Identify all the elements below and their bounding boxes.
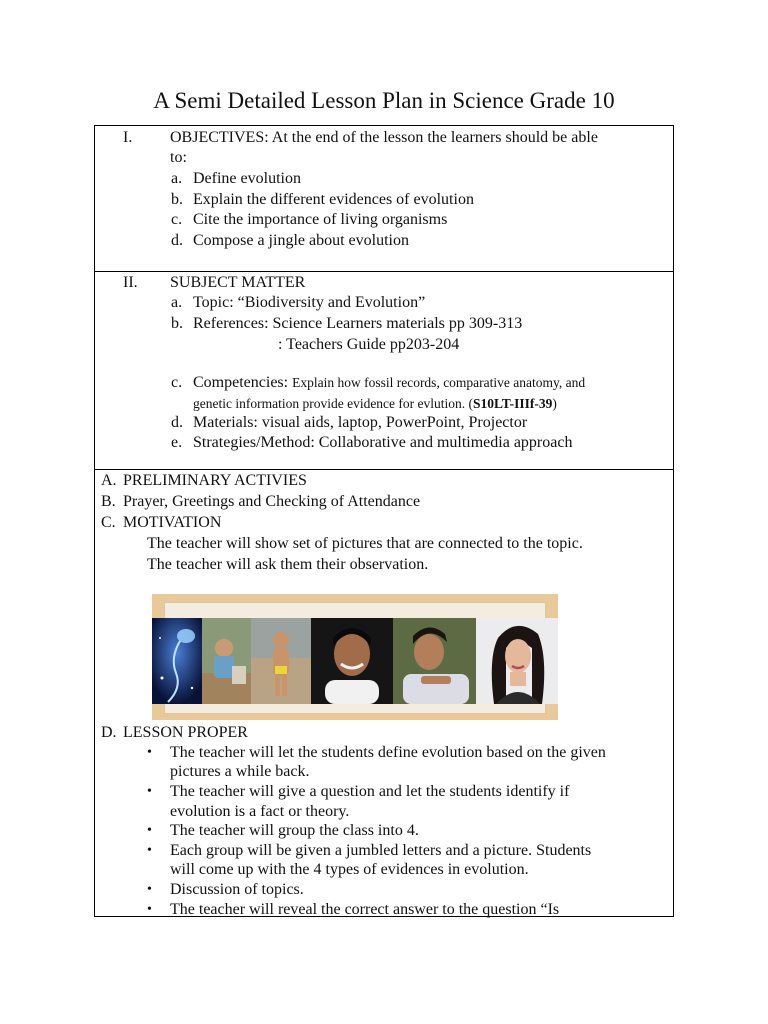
bullet-icon: • <box>147 823 152 838</box>
subject-heading: SUBJECT MATTER <box>170 274 306 291</box>
references-text: References: Science Learners materials pp 309-313 <box>193 315 523 332</box>
bullet-icon: • <box>147 902 152 917</box>
motivation-text: The teacher will show set of pictures that are connected to the topic. <box>147 535 583 552</box>
objective-item: Compose a jingle about evolution <box>193 232 409 249</box>
lesson-step: The teacher will give a question and let the students identify if <box>170 783 570 800</box>
references-marker: b. <box>171 315 183 332</box>
section-marker: C. <box>101 514 116 531</box>
competency-close: ) <box>552 396 557 411</box>
topic-text: Topic: “Biodiversity and Evolution” <box>193 294 426 311</box>
photo-strip <box>152 618 558 704</box>
bullet-icon: • <box>147 745 152 760</box>
section-heading: PRELIMINARY ACTIVIES <box>123 472 307 489</box>
topic-marker: a. <box>171 294 183 311</box>
lesson-step: The teacher will group the class into 4. <box>170 822 419 839</box>
competency-code: S10LT-IIIf-39 <box>473 396 553 411</box>
lesson-step-cont: pictures a while back. <box>170 763 310 780</box>
lesson-step: The teacher will let the students define evolution based on the given <box>170 744 606 761</box>
competencies-text-cont: genetic information provide evidence for evlution. ( <box>193 396 474 411</box>
subject-matter-section <box>95 272 673 470</box>
man-leaning-photo <box>393 618 476 704</box>
document-title: A Semi Detailed Lesson Plan in Science Grade 10 <box>153 88 615 113</box>
lesson-plan-table <box>94 125 674 917</box>
baby-photo-1 <box>202 618 251 704</box>
objective-item: Cite the importance of living organisms <box>193 211 448 228</box>
objectives-heading-cont: to: <box>170 149 187 166</box>
bullet-icon: • <box>147 784 152 799</box>
baby-photo-2 <box>251 618 311 704</box>
lesson-step: Each group will be given a jumbled letters and a picture. Students <box>170 842 592 859</box>
bullet-icon: • <box>147 843 152 858</box>
lesson-step: Discussion of topics. <box>170 881 304 898</box>
references-continuation: : Teachers Guide pp203-204 <box>278 336 460 353</box>
objective-marker: c. <box>171 211 183 228</box>
motivation-pictures <box>152 594 558 720</box>
competencies-label: Competencies: <box>193 374 289 391</box>
section-marker: A. <box>101 472 117 489</box>
strategies-marker: e. <box>171 434 183 451</box>
young-man-photo <box>311 618 393 704</box>
section-marker: B. <box>101 493 116 510</box>
materials-text: Materials: visual aids, laptop, PowerPoint, Projector <box>193 414 528 431</box>
sperm-cell-image <box>152 618 202 704</box>
procedure-section <box>95 470 673 916</box>
competencies-text: Explain how fossil records, comparative anatomy, and <box>292 375 586 390</box>
section-heading: MOTIVATION <box>123 514 222 531</box>
objective-item: Explain the different evidences of evolution <box>193 191 474 208</box>
section-heading: Prayer, Greetings and Checking of Attendance <box>123 493 421 510</box>
objective-marker: d. <box>171 232 183 249</box>
objectives-section <box>95 126 673 272</box>
strategies-text: Strategies/Method: Collaborative and multimedia approach <box>193 434 573 451</box>
lesson-step-cont: will come up with the 4 types of evidences in evolution. <box>170 861 529 878</box>
lesson-proper-heading: LESSON PROPER <box>123 724 248 741</box>
lesson-step-cont: evolution is a fact or theory. <box>170 803 350 820</box>
competencies-marker: c. <box>171 374 183 391</box>
woman-portrait-photo <box>476 618 558 704</box>
objective-marker: a. <box>171 170 183 187</box>
objective-marker: b. <box>171 191 183 208</box>
lesson-proper-marker: D. <box>101 724 117 741</box>
motivation-text: The teacher will ask them their observation. <box>147 556 429 573</box>
materials-marker: d. <box>171 414 183 431</box>
competencies-line-2 <box>193 394 557 414</box>
lesson-step: The teacher will reveal the correct answer to the question “Is <box>170 901 560 918</box>
objectives-heading: OBJECTIVES: At the end of the lesson the learners should be able <box>170 129 598 146</box>
objectives-numeral: I. <box>123 129 133 146</box>
bullet-icon: • <box>147 882 152 897</box>
subject-numeral: II. <box>123 274 138 291</box>
competencies-line <box>193 373 585 393</box>
objective-item: Define evolution <box>193 170 301 187</box>
